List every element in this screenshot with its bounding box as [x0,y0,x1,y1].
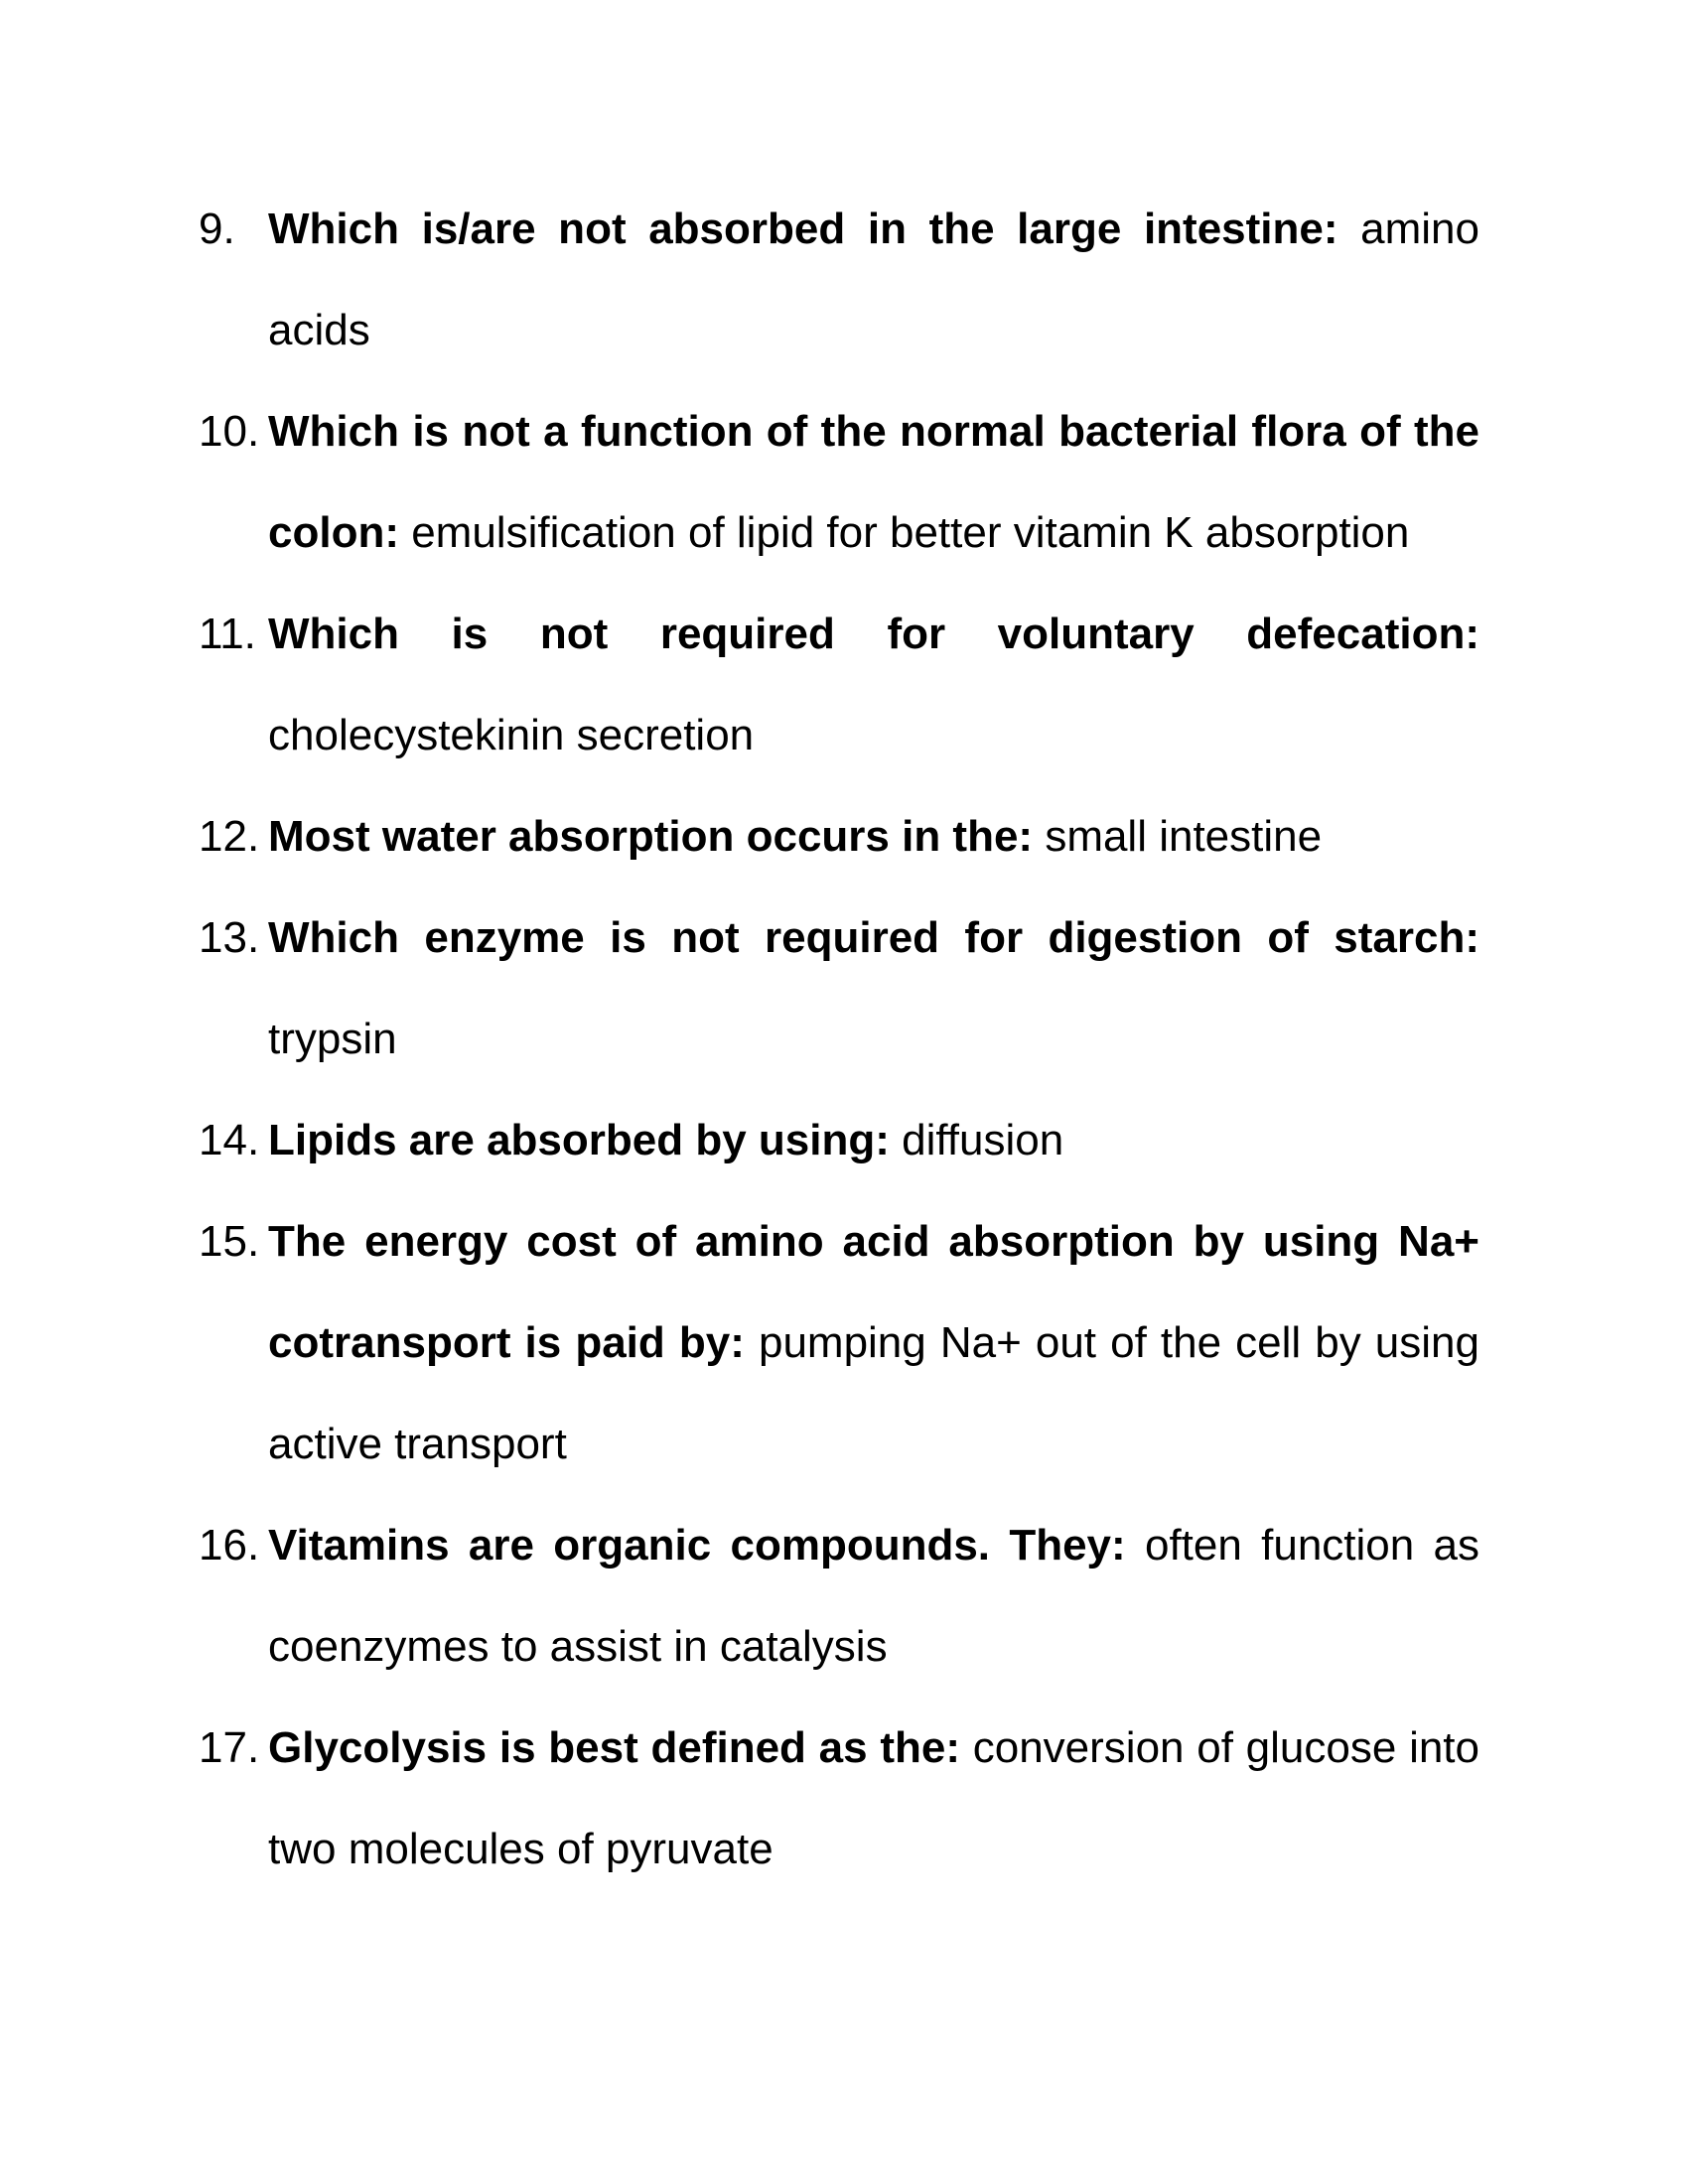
answer-text: often function as coenzymes to assist in catalysis [268,1521,1480,1671]
item-number: 11. [199,610,256,658]
item-number: 17. [199,1723,260,1772]
question-text: Lipids are absorbed by using: [268,1116,903,1164]
question-text: Which is/are not absorbed in the large intestine: [268,205,1361,253]
item-number: 15. [199,1217,260,1266]
list-item [199,1495,1479,1698]
question-text: Most water absorption occurs in the: [268,812,1046,861]
list-item [199,1191,1479,1495]
list-item [199,786,1479,887]
answer-text: amino acids [268,205,1479,354]
item-number: 12. [199,812,260,861]
question-text: Which is not required for voluntary defecation: [268,610,1479,658]
list-item [199,1698,1479,1900]
question-text: Vitamins are organic compounds. They: [268,1521,1145,1570]
answer-text: pumping Na+ out of the cell by using active transport [268,1318,1479,1468]
question-text: Which is not a function of the normal bacterial flora of the colon: [268,407,1479,557]
question-answer-list [199,179,1479,1900]
list-item [199,179,1479,381]
list-item [199,584,1479,786]
answer-text: small intestine [1045,812,1323,861]
answer-text: conversion of glucose into two molecules of pyruvate [268,1723,1480,1873]
list-item [199,1090,1479,1191]
list-item [199,887,1479,1090]
item-number: 14. [199,1116,260,1164]
answer-text: trypsin [268,1015,397,1063]
item-number: 16. [199,1521,260,1570]
question-text: Glycolysis is best defined as the: [268,1723,973,1772]
question-text: The energy cost of amino acid absorption by using Na+ cotransport is paid by: [268,1217,1479,1367]
item-number: 13. [199,913,260,962]
answer-text: cholecystekinin secretion [268,711,755,759]
answer-text: emulsification of lipid for better vitamin K absorption [411,508,1410,557]
question-text: Which enzyme is not required for digestion of starch: [268,913,1479,962]
item-number: 10. [199,407,260,456]
answer-text: diffusion [902,1116,1064,1164]
list-item [199,381,1479,584]
item-number: 9. [199,205,235,253]
